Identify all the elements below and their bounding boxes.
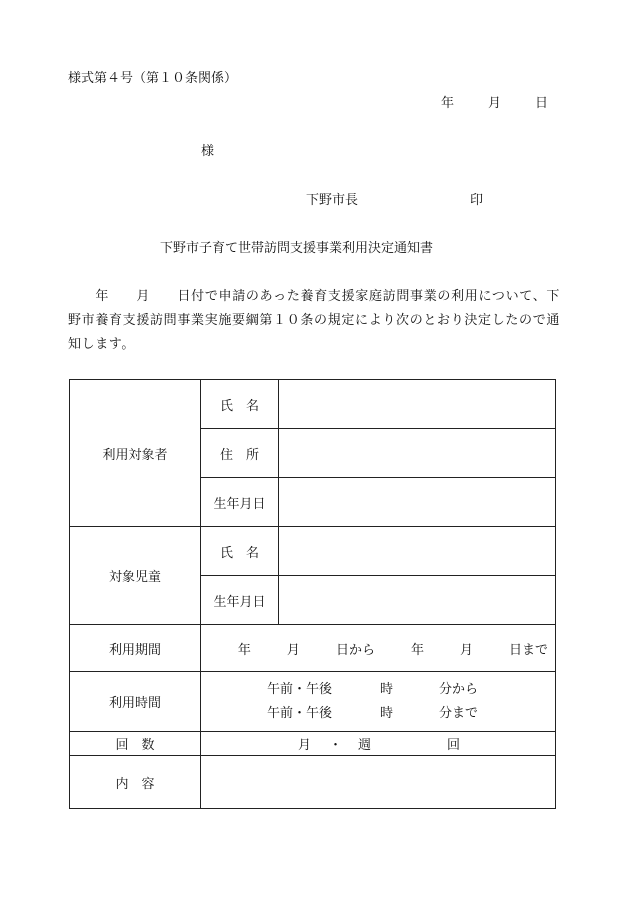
date-day: 日 xyxy=(535,96,549,111)
target-child-birthdate-field[interactable] xyxy=(279,576,556,625)
time-field[interactable] xyxy=(201,672,556,732)
target-person-label: 利用対象者 xyxy=(70,380,201,527)
addressee-suffix: 様 xyxy=(201,144,215,159)
form-number: 様式第４号（第１０条関係） xyxy=(68,71,238,86)
time-line-until xyxy=(267,702,555,726)
target-person-birthdate-label: 生年月日 xyxy=(201,478,279,527)
time-until-ampm: 午前・午後 xyxy=(267,705,333,721)
time-from-minute: 分から xyxy=(439,681,479,697)
time-from-hour: 時 xyxy=(380,681,394,697)
period-year-until: 年 xyxy=(410,642,424,658)
period-year-from: 年 xyxy=(237,642,251,658)
count-times: 回 xyxy=(447,738,461,753)
period-field[interactable] xyxy=(201,625,556,672)
target-child-birthdate-label: 生年月日 xyxy=(201,576,279,625)
count-week: 週 xyxy=(358,738,372,753)
period-month-until: 月 xyxy=(459,642,473,658)
document-title: 下野市子育て世帯訪問支援事業利用決定通知書 xyxy=(160,241,434,256)
time-until-hour: 時 xyxy=(380,705,394,721)
target-child-name-label: 氏 名 xyxy=(201,527,279,576)
count-label: 回 数 xyxy=(70,732,201,756)
target-child-label: 対象児童 xyxy=(70,527,201,625)
target-person-name-field[interactable] xyxy=(279,380,556,429)
content-label: 内 容 xyxy=(70,756,201,809)
count-separator: ・ xyxy=(329,738,343,753)
time-from-ampm: 午前・午後 xyxy=(267,681,333,697)
info-table xyxy=(69,379,556,809)
date-line xyxy=(441,92,548,111)
seal-mark: 印 xyxy=(470,193,484,208)
target-person-birthdate-field[interactable] xyxy=(279,478,556,527)
target-person-address-field[interactable] xyxy=(279,429,556,478)
count-month: 月 xyxy=(298,738,312,753)
period-day-until: 日まで xyxy=(508,642,548,658)
target-person-address-label: 住 所 xyxy=(201,429,279,478)
period-month-from: 月 xyxy=(286,642,300,658)
date-year: 年 xyxy=(441,96,455,111)
period-day-from: 日から xyxy=(335,642,375,658)
time-line-from xyxy=(267,678,555,702)
sender-title: 下野市長 xyxy=(306,193,359,208)
time-until-minute: 分まで xyxy=(439,705,479,721)
target-child-name-field[interactable] xyxy=(279,527,556,576)
period-label: 利用期間 xyxy=(70,625,201,672)
body-paragraph: 年 月 日付で申請のあった養育支援家庭訪問事業の利用について、下野市養育支援訪問事業実施要綱第１０条の規定により次のとおり決定したので通知します。 xyxy=(68,289,560,352)
count-field[interactable] xyxy=(201,732,556,756)
content-field[interactable] xyxy=(201,756,556,809)
time-label: 利用時間 xyxy=(70,672,201,732)
target-person-name-label: 氏 名 xyxy=(201,380,279,429)
date-month: 月 xyxy=(488,96,502,111)
